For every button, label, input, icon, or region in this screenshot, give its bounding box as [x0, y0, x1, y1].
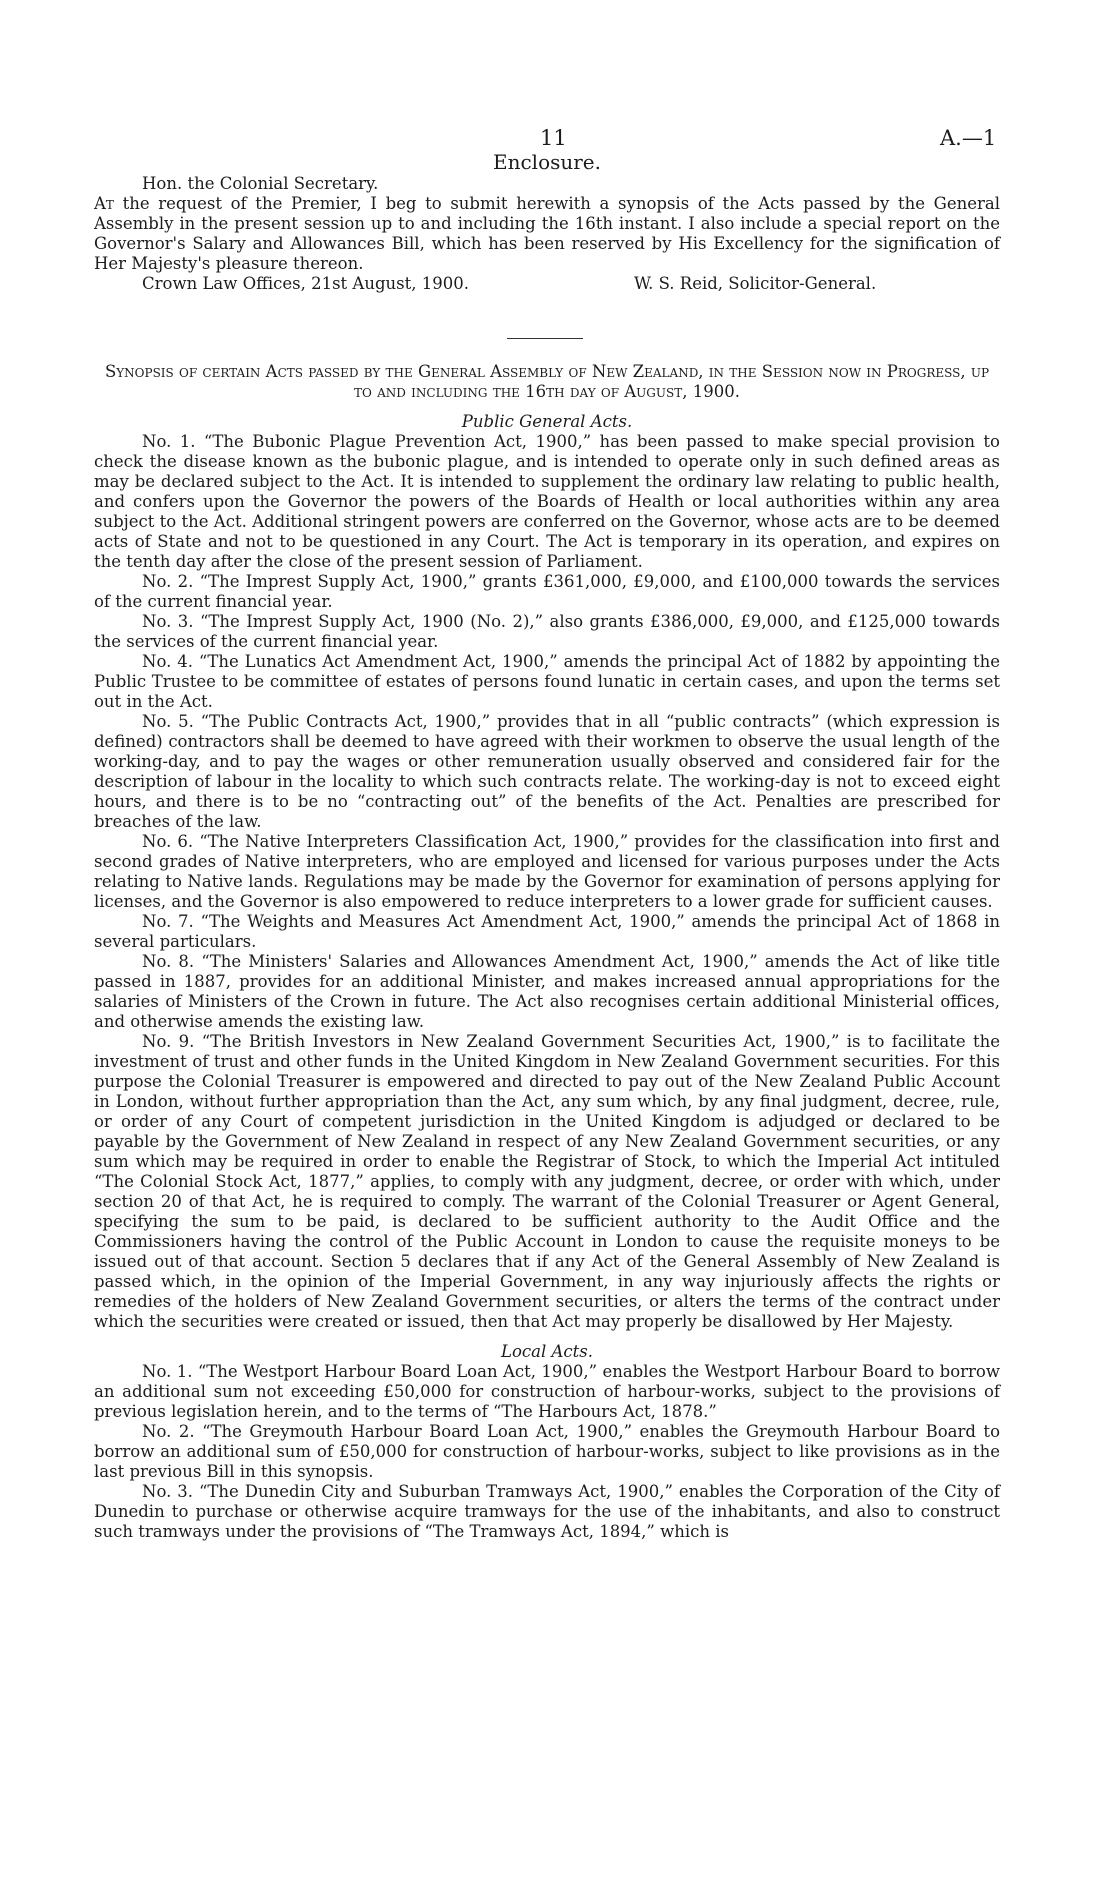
public-act-3: No. 3. “The Imprest Supply Act, 1900 (No. 2),” also grants £386,000, £9,000, and £125,000 towards the services of the current financial year. — [94, 612, 1000, 651]
public-acts-list — [94, 432, 1000, 1332]
enclosure-body-lead: At — [94, 194, 114, 213]
document-reference: A.—1 — [940, 126, 997, 150]
local-acts-heading: Local Acts. — [501, 1342, 593, 1361]
public-act-9: No. 9. “The British Investors in New Zealand Government Securities Act, 1900,” is to facilitate the investment of trust and other funds in the United Kingdom in New Zealand Government securities. For this purpose the Colonial Treasurer is empowered and directed to pay out of the New Zealand Public Account in London, without further appropriation than the Act, any sum which, by any final judgment, decree, rule, or order of any Court of competent jurisdiction in the United Kingdom is adjudged or declared to be payable by the Government of New Zealand in respect of any New Zealand Government securities, or any sum which may be required in order to enable the Registrar of Stock, to which the Imperial Act intituled “The Colonial Stock Act, 1877,” applies, to comply with any judgment, decree, or order with which, under section 20 of that Act, he is required to comply. The warrant of the Colonial Treasurer or Agent General, specifying the sum to be paid, is declared to be sufficient authority to the Audit Office and the Commissioners having the control of the Public Account in London to cause the requisite moneys to be issued out of that account. Section 5 declares that if any Act of the General Assembly of New Zealand is passed which, in the opinion of the Imperial Government, in any way injuriously affects the rights or remedies of the holders of New Zealand Government securities, or alters the terms of the contract under which the securities were created or issued, then that Act may properly be disallowed by Her Majesty. — [94, 1032, 1000, 1331]
synopsis-section — [94, 362, 1000, 1542]
enclosure-section — [94, 150, 1000, 294]
public-acts-heading: Public General Acts. — [461, 412, 633, 431]
divider — [507, 338, 583, 339]
enclosure-body — [94, 194, 1000, 274]
signature: W. S. Reid, Solicitor-General. — [634, 274, 877, 293]
enclosure-title: Enclosure. — [492, 150, 602, 174]
public-act-2: No. 2. “The Imprest Supply Act, 1900,” grants £361,000, £9,000, and £100,000 towards the services of the current financial year. — [94, 572, 1000, 611]
local-acts-list — [94, 1362, 1000, 1542]
public-act-5: No. 5. “The Public Contracts Act, 1900,” provides that in all “public contracts” (which expression is defined) contractors shall be deemed to have agreed with their workmen to observe the usual length of the working-day, and to pay the wages or other remuneration usually observed and considered fair for the description of labour in the locality to which such contracts relate. The working-day is not to exceed eight hours, and there is to be no “contracting out” of the benefits of the Act. Penalties are prescribed for breaches of the law. — [94, 712, 1000, 831]
public-act-7: No. 7. “The Weights and Measures Act Amendment Act, 1900,” amends the principal Act of 1868 in several particulars. — [94, 912, 1000, 951]
page-number: 11 — [540, 126, 567, 150]
local-act-2: No. 2. “The Greymouth Harbour Board Loan Act, 1900,” enables the Greymouth Harbour Board to borrow an additional sum of £50,000 for construction of harbour-works, subject to like provisions as in the last previous Bill in this synopsis. — [94, 1422, 1000, 1481]
signature-line — [94, 274, 1000, 294]
synopsis-heading: Synopsis of certain Acts passed by the General Assembly of New Zealand, in the Session now in Progress, up to and including the 16th day of August, 1900. — [104, 362, 990, 401]
local-act-3: No. 3. “The Dunedin City and Suburban Tramways Act, 1900,” enables the Corporation of the City of Dunedin to purchase or otherwise acquire tramways for the use of the inhabitants, and also to construct such tramways under the provisions of “The Tramways Act, 1894,” which is — [94, 1482, 1000, 1541]
public-act-8: No. 8. “The Ministers' Salaries and Allowances Amendment Act, 1900,” amends the Act of like title passed in 1887, provides for an additional Minister, and makes increased annual appropriations for the salaries of Ministers of the Crown in future. The Act also recognises certain additional Ministerial offices, and otherwise amends the existing law. — [94, 952, 1000, 1031]
enclosure-body-text: the request of the Premier, I beg to submit herewith a synopsis of the Acts passed by the General Assembly in the present session up to and including the 16th instant. I also include a special report on the Governor's Salary and Allowances Bill, which has been reserved by His Excellency for the signification of Her Majesty's pleasure thereon. — [94, 194, 1000, 273]
date-line: Crown Law Offices, 21st August, 1900. — [142, 274, 469, 293]
public-act-1: No. 1. “The Bubonic Plague Prevention Act, 1900,” has been passed to make special provision to check the disease known as the bubonic plague, and is intended to operate only in such defined areas as may be declared subject to the Act. It is intended to supplement the ordinary law relating to public health, and confers upon the Governor the powers of the Boards of Health or local authorities within any area subject to the Act. Additional stringent powers are conferred on the Governor, whose acts are to be deemed acts of State and not to be questioned in any Court. The Act is temporary in its operation, and expires on the tenth day after the close of the present session of Parliament. — [94, 432, 1000, 571]
local-act-1: No. 1. “The Westport Harbour Board Loan Act, 1900,” enables the Westport Harbour Board to borrow an additional sum not exceeding £50,000 for construction of harbour-works, subject to the provisions of previous legislation herein, and to the terms of “The Harbours Act, 1878.” — [94, 1362, 1000, 1421]
public-act-6: No. 6. “The Native Interpreters Classification Act, 1900,” provides for the classification into first and second grades of Native interpreters, who are employed and licensed for various purposes under the Acts relating to Native lands. Regulations may be made by the Governor for examination of persons applying for licenses, and the Governor is also empowered to reduce interpreters to a lower grade for sufficient causes. — [94, 832, 1000, 911]
public-act-4: No. 4. “The Lunatics Act Amendment Act, 1900,” amends the principal Act of 1882 by appointing the Public Trustee to be committee of estates of persons found lunatic in certain cases, and upon the terms set out in the Act. — [94, 652, 1000, 711]
addressee: Hon. the Colonial Secretary. — [142, 174, 379, 193]
